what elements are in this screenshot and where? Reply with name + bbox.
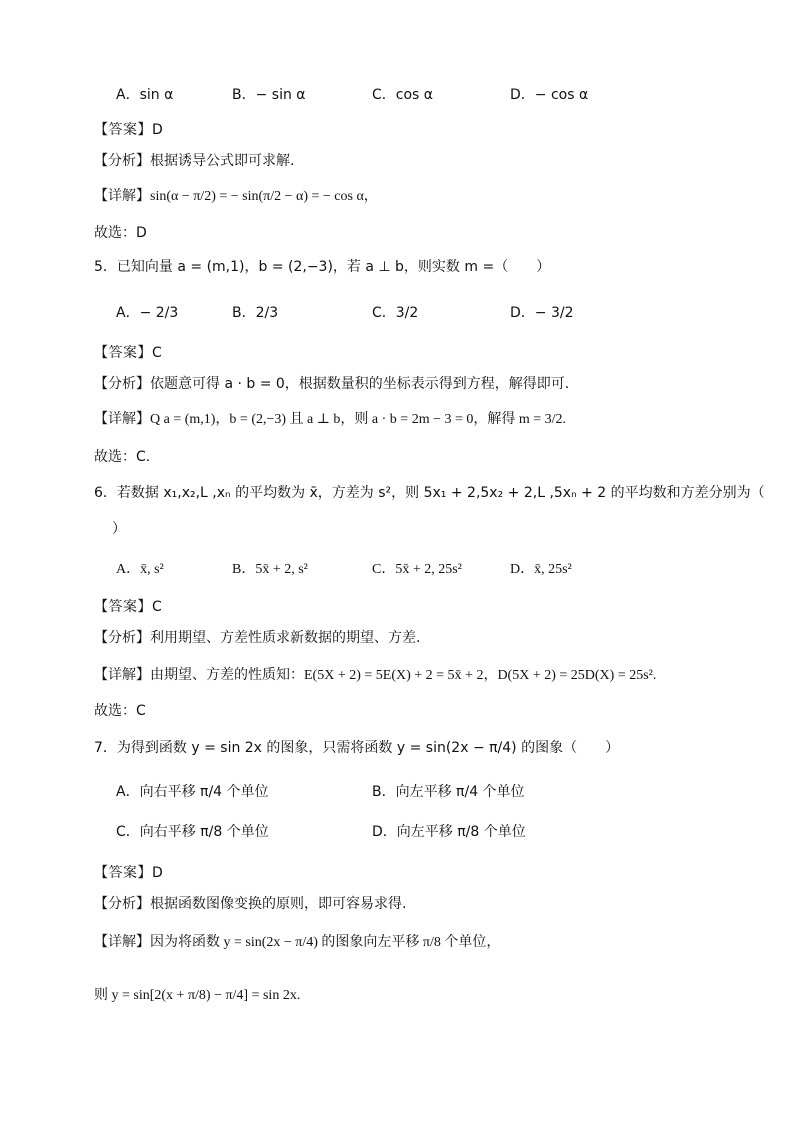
detail-tag: 【详解】 bbox=[94, 411, 150, 427]
q4-detail bbox=[94, 185, 794, 205]
q7-option-c[interactable]: C．向右平移 π/8 个单位 bbox=[116, 824, 269, 840]
detail-formula: 由期望、方差的性质知：E(5X + 2) = 5E(X) + 2 = 5x̄ + 2，D(5X + 2) = 25D(X) = 25s². bbox=[150, 668, 657, 683]
q6-option-b[interactable]: B．5x̄ + 2, s² bbox=[232, 562, 308, 577]
detail-formula: Q a = (m,1)，b = (2,−3) 且 a ⊥ b，则 a · b = 2m − 3 = 0，解得 m = 3/2. bbox=[150, 412, 567, 427]
q6-stem-line2: ） bbox=[112, 521, 126, 537]
analysis-tag: 【分析】 bbox=[94, 153, 150, 169]
q4-choice: 故选：D bbox=[94, 225, 147, 241]
q4-option-a[interactable]: A．sin α bbox=[116, 87, 174, 103]
q6-detail bbox=[94, 664, 794, 684]
q7-option-b[interactable]: B．向左平移 π/4 个单位 bbox=[372, 784, 525, 800]
q7-option-d[interactable]: D．向左平移 π/8 个单位 bbox=[372, 824, 526, 840]
q4-option-d[interactable]: D．− cos α bbox=[510, 87, 589, 103]
q7-option-a[interactable]: A．向右平移 π/4 个单位 bbox=[116, 784, 269, 800]
detail-formula: 因为将函数 y = sin(2x − π/4) 的图象向左平移 π/8 个单位， bbox=[150, 935, 501, 950]
detail-tag: 【详解】 bbox=[94, 188, 150, 204]
analysis-text: 依题意可得 a · b = 0，根据数量积的坐标表示得到方程，解得即可. bbox=[150, 376, 570, 392]
q4-option-b[interactable]: B．− sin α bbox=[232, 87, 306, 103]
q6-analysis bbox=[94, 627, 794, 647]
q5-option-c[interactable]: C．3/2 bbox=[372, 305, 419, 321]
q6-stem-line1: 6．若数据 x₁,x₂,L ,xₙ 的平均数为 x̄，方差为 s²，则 5x₁ + 2,5x₂ + 2,L ,5xₙ + 2 的平均数和方差分别为（ bbox=[94, 485, 765, 501]
q5-option-a[interactable]: A．− 2/3 bbox=[116, 305, 179, 321]
q5-option-d[interactable]: D．− 3/2 bbox=[510, 305, 574, 321]
q7-detail bbox=[94, 931, 794, 951]
q6-option-d[interactable]: D．x̄, 25s² bbox=[510, 562, 572, 577]
q6-option-a[interactable]: A．x̄, s² bbox=[116, 562, 164, 577]
analysis-tag: 【分析】 bbox=[94, 376, 150, 392]
q6-choice: 故选：C bbox=[94, 703, 146, 719]
q5-choice: 故选：C. bbox=[94, 449, 151, 465]
q5-stem: 5．已知向量 a = (m,1)，b = (2,−3)，若 a ⊥ b，则实数 m =（ ） bbox=[94, 259, 551, 275]
analysis-text: 利用期望、方差性质求新数据的期望、方差. bbox=[150, 630, 421, 646]
detail-tag: 【详解】 bbox=[94, 667, 150, 683]
q6-option-c[interactable]: C．5x̄ + 2, 25s² bbox=[372, 562, 462, 577]
detail-formula: sin(α − π/2) = − sin(π/2 − α) = − cos α， bbox=[150, 189, 378, 204]
q7-stem: 7．为得到函数 y = sin 2x 的图象，只需将函数 y = sin(2x − π/4) 的图象（ ） bbox=[94, 740, 620, 756]
q4-answer: 【答案】D bbox=[94, 122, 164, 138]
analysis-tag: 【分析】 bbox=[94, 630, 150, 646]
q4-option-c[interactable]: C．cos α bbox=[372, 87, 434, 103]
q5-option-b[interactable]: B．2/3 bbox=[232, 305, 279, 321]
q5-detail bbox=[94, 408, 794, 428]
q5-analysis bbox=[94, 373, 794, 393]
q4-analysis bbox=[94, 150, 794, 170]
q6-answer: 【答案】C bbox=[94, 599, 163, 615]
q7-detail-line2: 则 y = sin[2(x + π/8) − π/4] = sin 2x. bbox=[94, 988, 301, 1003]
q7-analysis bbox=[94, 893, 794, 913]
q7-answer: 【答案】D bbox=[94, 865, 164, 881]
analysis-text: 根据函数图像变换的原则，即可容易求得. bbox=[150, 896, 407, 912]
analysis-text: 根据诱导公式即可求解. bbox=[150, 153, 295, 169]
q5-answer: 【答案】C bbox=[94, 345, 163, 361]
analysis-tag: 【分析】 bbox=[94, 896, 150, 912]
detail-tag: 【详解】 bbox=[94, 934, 150, 950]
